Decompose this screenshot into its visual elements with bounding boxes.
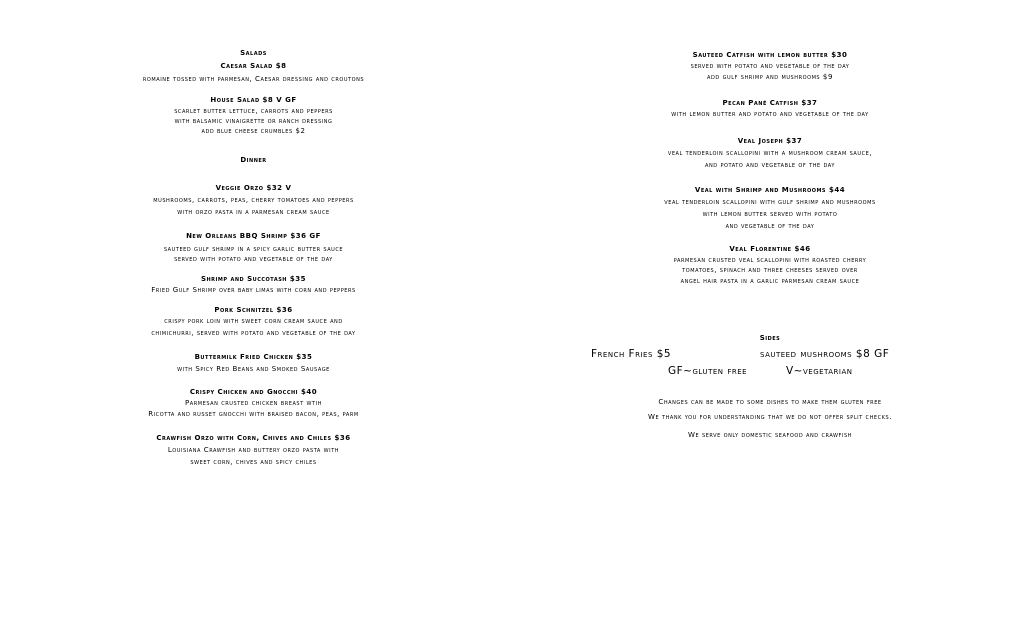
caesar-salad-description: romaine tossed with parmesan, Caesar dressing and croutons (142, 75, 365, 83)
veal-florentine-description-1: parmesan crusted veal scallopini with roasted cherry (673, 256, 867, 264)
note-domestic-seafood: We serve only domestic seafood and crawfish (688, 431, 852, 439)
legend-vegetarian: V~vegetarian (786, 365, 853, 377)
veal-florentine-description-2: tomatoes, spinach and three cheeses served over (682, 266, 858, 274)
bbq-shrimp-description-2: served with potato and vegetable of the day (174, 255, 333, 263)
pork-schnitzel-description-1: crispy pork loin with sweet corn cream sauce and (164, 317, 343, 325)
sauteed-catfish-description-2: add gulf shrimp and mushrooms $9 (707, 73, 833, 81)
veal-florentine-description-3: angel hair pasta in a garlic parmesan cream sauce (680, 277, 860, 285)
sides-row (516, 347, 1024, 361)
chicken-gnocchi-description-2: Ricotta and russet gnocchi with braised bacon, peas, parm (148, 410, 359, 418)
sauteed-catfish-description-1: served with potato and vegetable of the day (690, 62, 850, 70)
house-salad-title: House Salad $8 V GF (210, 96, 297, 104)
veal-shrimp-description-2: with lemon butter served with potato (702, 210, 838, 218)
buttermilk-chicken-title: Buttermilk Fried Chicken $35 (194, 353, 313, 361)
veal-shrimp-title: Veal with Shrimp and Mushrooms $44 (694, 186, 846, 194)
bbq-shrimp-title: New Orleans BBQ Shrimp $36 GF (186, 232, 321, 240)
crawfish-orzo-description-1: Louisiana Crawfish and buttery orzo pasta with (167, 446, 340, 454)
pecan-catfish-title: Pecan Pané Catfish $37 (722, 99, 818, 107)
veal-joseph-description-1: veal tenderloin scallopini with a mushroom cream sauce, (667, 149, 873, 157)
side-sauteed-mushrooms: sauteed mushrooms $8 GF (760, 348, 890, 360)
veggie-orzo-description-2: with orzo pasta in a parmesan cream sauce (177, 208, 330, 216)
side-french-fries: French Fries $5 (591, 348, 672, 360)
sauteed-catfish-title: Sauteed Catfish with lemon butter $30 (692, 51, 848, 59)
veal-joseph-title: Veal Joseph $37 (737, 137, 803, 145)
legend-gluten-free: GF~gluten free (668, 365, 748, 377)
note-split-checks: We thank you for understanding that we do not offer split checks. (648, 413, 892, 421)
house-salad-description-2: with balsamic vinaigrette or ranch dressing (174, 117, 333, 125)
crawfish-orzo-title: Crawfish Orzo with Corn, Chives and Chiles $36 (156, 434, 351, 442)
veal-joseph-description-2: and potato and vegetable of the day (705, 161, 835, 169)
shrimp-succotash-title: Shrimp and Succotash $35 (200, 275, 307, 283)
crawfish-orzo-description-2: sweet corn, chives and spicy chiles (190, 458, 317, 466)
house-salad-description-1: scarlet butter lettuce, carrots and peppers (174, 107, 333, 115)
sides-heading: Sides (759, 334, 781, 342)
bbq-shrimp-description-1: sauteed gulf shrimp in a spicy garlic butter sauce (163, 245, 344, 253)
veggie-orzo-description-1: mushrooms, carrots, peas, cherry tomatoes and peppers (153, 196, 354, 204)
shrimp-succotash-description: Fried Gulf Shrimp over baby limas with corn and peppers (151, 286, 356, 294)
pork-schnitzel-description-2: chimichurri, served with potato and vegetable of the day (151, 329, 356, 337)
pecan-catfish-description: with lemon butter and potato and vegetable of the day (671, 110, 869, 118)
veal-florentine-title: Veal Florentine $46 (729, 245, 811, 253)
caesar-salad-title: Caesar Salad $8 (220, 62, 287, 70)
house-salad-description-3: add blue cheese crumbles $2 (201, 127, 306, 135)
veal-shrimp-description-3: and vegetable of the day (725, 222, 815, 230)
pork-schnitzel-title: Pork Schnitzel $36 (214, 306, 293, 314)
chicken-gnocchi-title: Crispy Chicken and Gnocchi $40 (189, 388, 318, 396)
note-gluten-free: Changes can be made to some dishes to make them gluten free (658, 398, 882, 406)
salads-heading: Salads (240, 49, 267, 57)
chicken-gnocchi-description-1: Parmesan crusted chicken breast wtih (185, 399, 322, 407)
dinner-heading: Dinner (240, 156, 267, 164)
veggie-orzo-title: Veggie Orzo $32 V (215, 184, 292, 192)
buttermilk-chicken-description: with Spicy Red Beans and Smoked Sausage (177, 365, 330, 373)
veal-shrimp-description-1: veal tenderloin scallopini with gulf shrimp and mushrooms (664, 198, 876, 206)
dietary-legend (516, 364, 1024, 378)
